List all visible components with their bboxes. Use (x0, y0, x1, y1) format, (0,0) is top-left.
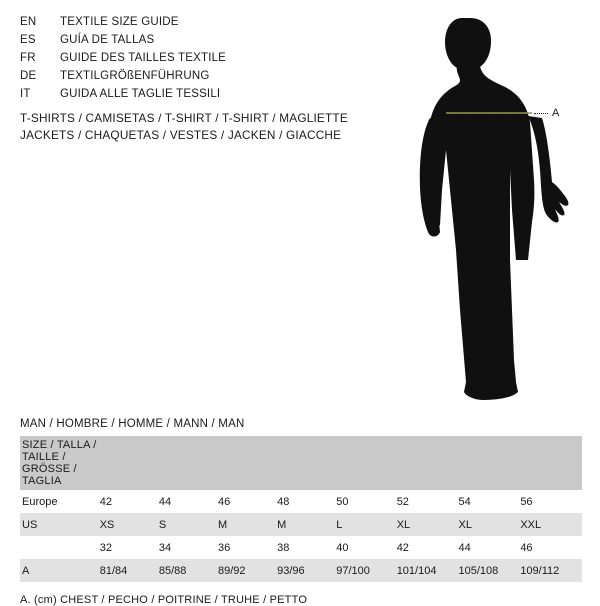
table-header-cell (159, 436, 218, 490)
language-code: DE (20, 70, 37, 82)
language-code: FR (20, 52, 36, 64)
table-row (20, 536, 582, 559)
table-cell: 105/108 (459, 559, 521, 582)
row-label-europe: Europe (20, 490, 100, 513)
table-cell: 42 (100, 490, 159, 513)
table-header-cell (100, 436, 159, 490)
table-cell: 93/96 (277, 559, 336, 582)
language-header-block (20, 16, 360, 106)
category-line-tshirts: T-SHIRTS / CAMISETAS / T-SHIRT / T-SHIRT / MAGLIETTE (20, 111, 348, 125)
table-row (20, 559, 582, 582)
table-cell: 81/84 (100, 559, 159, 582)
row-label-a: A (20, 559, 100, 582)
table-cell: 42 (397, 536, 459, 559)
table-cell: 48 (277, 490, 336, 513)
language-row (20, 34, 360, 52)
table-cell: XS (100, 513, 159, 536)
body-silhouette-illustration (400, 10, 595, 405)
table-header-cell (218, 436, 277, 490)
table-cell: 97/100 (336, 559, 396, 582)
table-header-cell (520, 436, 582, 490)
category-block (20, 110, 380, 144)
table-cell: 52 (397, 490, 459, 513)
size-table-block (20, 418, 582, 606)
table-cell: XXL (520, 513, 582, 536)
measure-label-a: A (552, 107, 560, 119)
language-row (20, 88, 360, 106)
table-header-size: SIZE / TALLA / TAILLE / GRÖSSE / TAGLIA (20, 436, 100, 490)
table-cell: 38 (277, 536, 336, 559)
table-cell: L (336, 513, 396, 536)
table-cell: 34 (159, 536, 218, 559)
language-text: TEXTILGRÖßENFÜHRUNG (60, 70, 210, 82)
language-code: EN (20, 16, 37, 28)
table-title-man: MAN / HOMBRE / HOMME / MANN / MAN (20, 418, 245, 430)
table-header-cell (336, 436, 396, 490)
table-cell: 56 (520, 490, 582, 513)
table-cell: 85/88 (159, 559, 218, 582)
table-cell: 32 (100, 536, 159, 559)
table-header-cell (397, 436, 459, 490)
size-table (20, 436, 582, 582)
table-footnote: A. (cm) CHEST / PECHO / POITRINE / TRUHE / PETTO (20, 594, 308, 606)
language-text: GUIDE DES TAILLES TEXTILE (60, 52, 227, 64)
category-line-jackets: JACKETS / CHAQUETAS / VESTES / JACKEN / GIACCHE (20, 128, 342, 142)
table-cell: 54 (459, 490, 521, 513)
language-row (20, 16, 360, 34)
language-row (20, 70, 360, 88)
table-cell: 101/104 (397, 559, 459, 582)
row-label-us: US (20, 513, 100, 536)
table-header-cell (459, 436, 521, 490)
table-cell: 44 (459, 536, 521, 559)
table-cell: 50 (336, 490, 396, 513)
table-cell: XL (397, 513, 459, 536)
table-row (20, 490, 582, 513)
table-row (20, 513, 582, 536)
language-text: GUIDA ALLE TAGLIE TESSILI (60, 88, 221, 100)
row-label-blank (20, 536, 100, 559)
table-cell: XL (459, 513, 521, 536)
table-cell: 46 (520, 536, 582, 559)
language-row (20, 52, 360, 70)
table-header-cell (277, 436, 336, 490)
table-cell: 89/92 (218, 559, 277, 582)
language-code: ES (20, 34, 36, 46)
table-cell: M (277, 513, 336, 536)
table-cell: 46 (218, 490, 277, 513)
table-cell: M (218, 513, 277, 536)
table-cell: 40 (336, 536, 396, 559)
language-text: TEXTILE SIZE GUIDE (60, 16, 179, 28)
language-text: GUÍA DE TALLAS (60, 34, 155, 46)
table-cell: 44 (159, 490, 218, 513)
table-cell: S (159, 513, 218, 536)
measure-leader-line (534, 113, 548, 114)
table-cell: 109/112 (520, 559, 582, 582)
language-code: IT (20, 88, 31, 100)
table-cell: 36 (218, 536, 277, 559)
table-header-row (20, 436, 582, 490)
